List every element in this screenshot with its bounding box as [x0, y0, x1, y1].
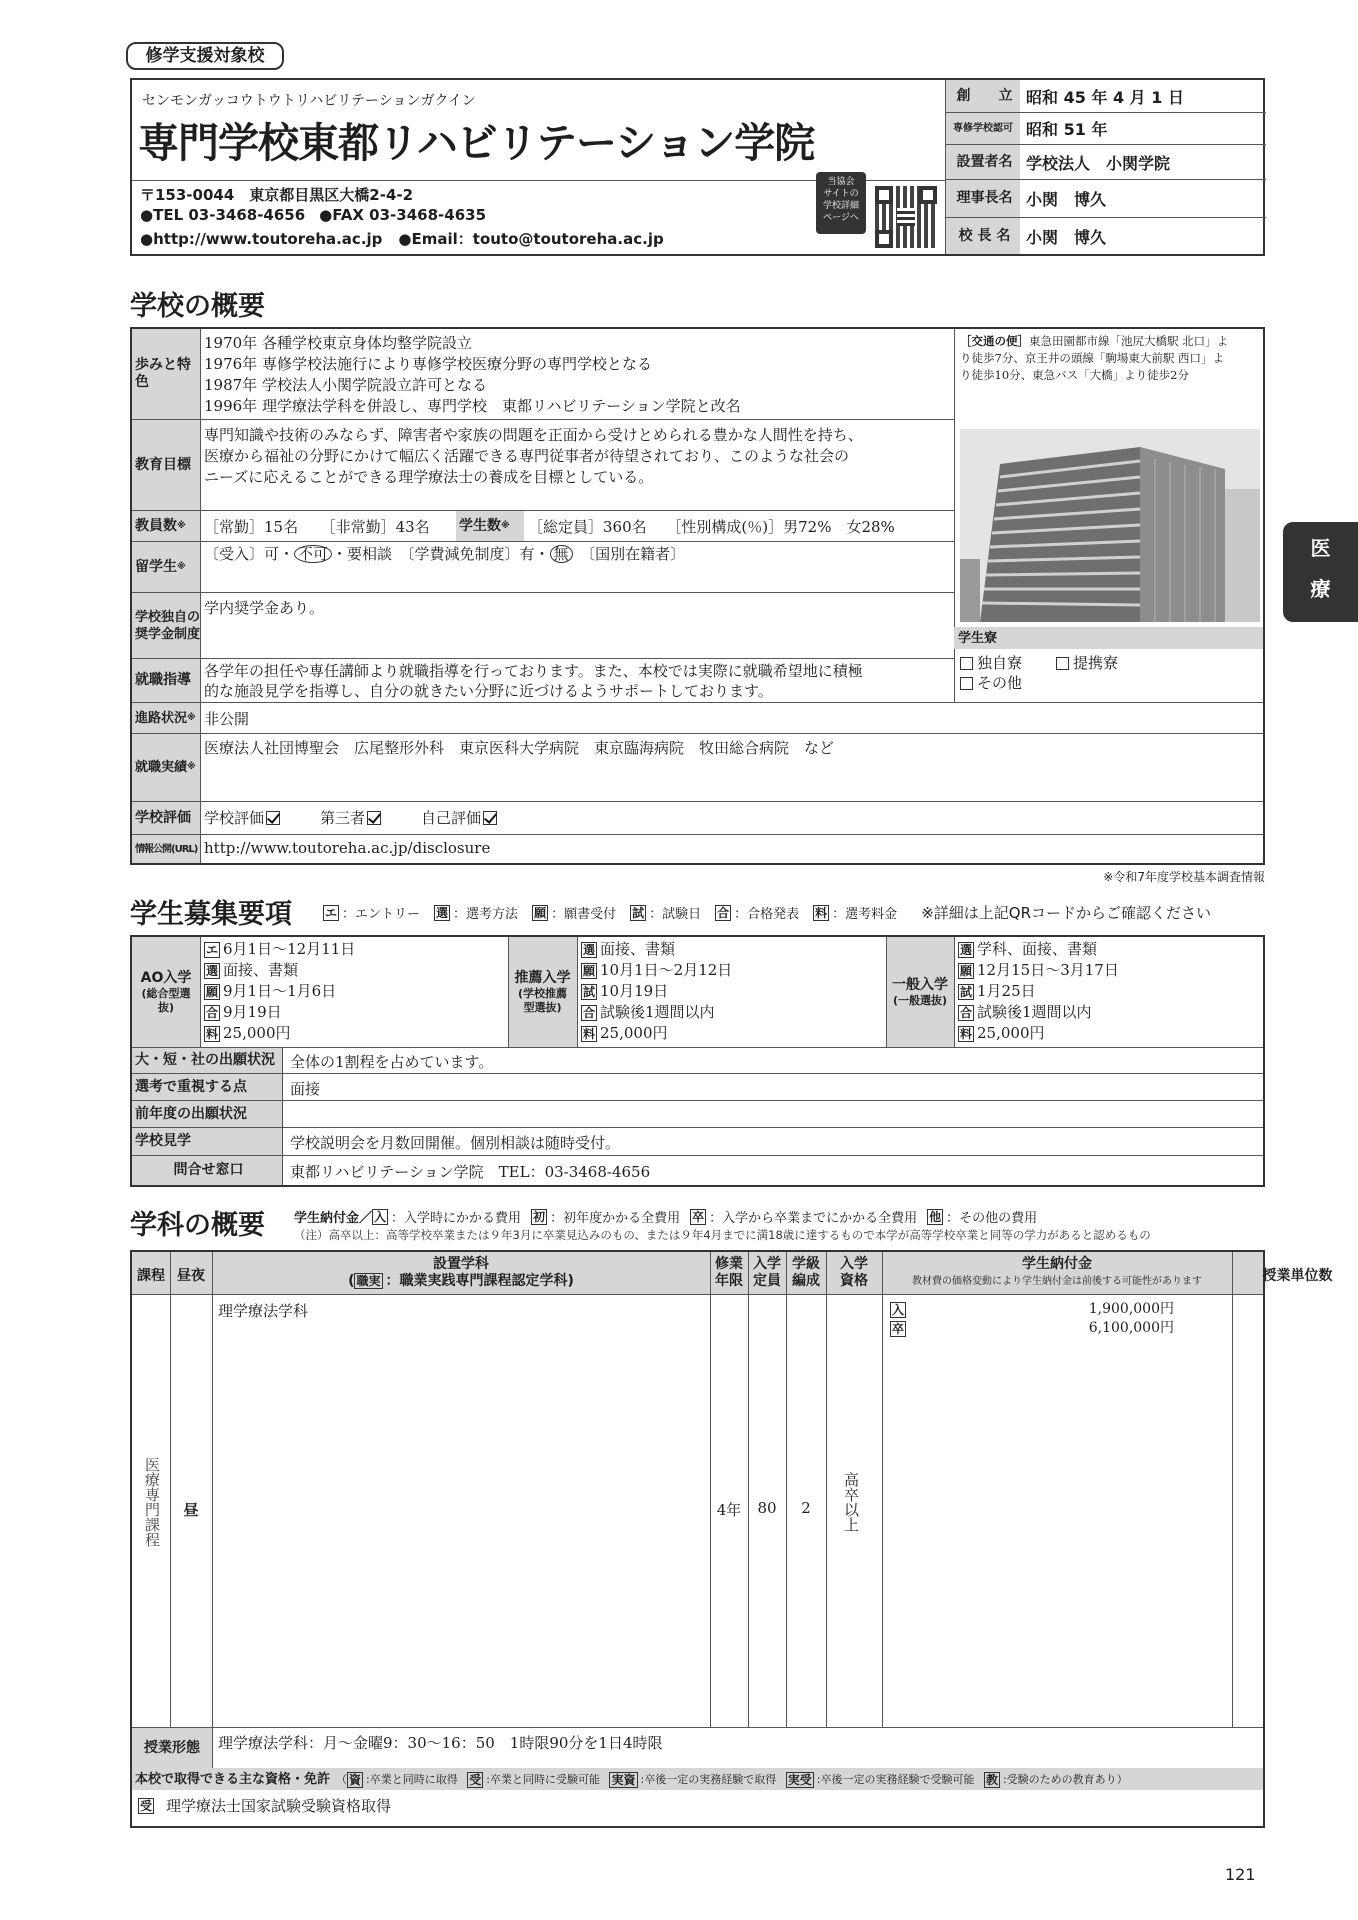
header-time: 昼夜	[177, 1268, 205, 1284]
license-table	[130, 1768, 1265, 1828]
history-text: 1970年 各種学校東京身体均整学院設立 1976年 専修学校法施行により専修学校医療分野の専門学校となる 1987年 学校法人小関学院設立許可となる 1996年 理学療法学科を併設し、専門学校 東都リハビリテーション学院と改名	[204, 334, 741, 415]
path-label: 進路状況 ※	[132, 703, 200, 733]
school-email-link[interactable]: ●Email：touto@toutoreha.ac.jp	[398, 230, 664, 248]
capacity-cell: 80	[757, 1499, 777, 1517]
school-kana: センモンガッコウトウトリハビリテーションガクイン	[142, 93, 476, 109]
info-value-founder: 学校法人 小関学院	[1026, 153, 1171, 173]
eval-third-party-check-icon	[367, 811, 381, 825]
survey-note: ※令和7年度学校基本調査情報	[1103, 870, 1265, 884]
apply-status-label: 大・短・社の出願状況	[132, 1048, 282, 1073]
overview-title: 学校の概要	[130, 291, 265, 322]
info-value-approved: 昭和 51 年	[1026, 120, 1108, 139]
qr-caption: 当協会 サイトの 学校詳細 ページへ	[816, 172, 866, 234]
access-text: ［交通の便］東急田園都市線「池尻大橋駅 北口」よ り徒歩7分、京王井の頭線「駒場東大前駅 西口」よ り徒歩10分、東急バス「大橋」より徒歩2分	[960, 334, 1229, 382]
support-badge: 修学支援対象校	[126, 42, 284, 70]
header-capacity: 入学定員	[753, 1256, 781, 1289]
eval-values: 学校評価 第三者 自己評価	[204, 807, 497, 828]
info-label-founder: 設置者名	[946, 145, 1020, 179]
recruit-table	[130, 935, 1265, 1187]
jobs-label: 就職実績 ※	[132, 734, 200, 801]
eval-label: 学校評価	[132, 802, 200, 834]
years-cell: 4年	[716, 1501, 742, 1519]
dept-title: 学科の概要	[130, 1210, 265, 1241]
intl-not-accepted-circled: 不可	[294, 545, 332, 563]
info-label-chair: 理事長名	[946, 180, 1020, 217]
course-cell: 医療専門課程	[143, 1457, 161, 1547]
recruit-legend: エ ：エントリー 選 ：選考方法 願 ：願書受付 試 ：試験日 合 ：合格発表 料 ：選考料金 ※詳細は上記QRコードからご確認ください	[325, 904, 1211, 922]
recruit-title: 学生募集要項	[130, 899, 292, 930]
edu-goal-label: 教育目標	[132, 420, 200, 510]
dorm-options: 独自寮 提携寮 その他	[960, 653, 1118, 693]
header-years: 修業年限	[715, 1256, 743, 1289]
rec-details: 選 面接、書類 願 10月1日～2月12日 試 10月19日 合 試験後1週間以内 料 25,000円	[583, 940, 733, 1042]
staff-label: 教員数 ※	[132, 511, 200, 541]
dorm-label: 学生寮	[954, 627, 1263, 649]
apply-status-value: 全体の1割程を占めています。	[290, 1053, 494, 1071]
staff-value: ［常勤］15名 ［非常勤］43名	[204, 518, 430, 536]
overview-table	[130, 327, 1265, 865]
info-value-founded: 昭和 45 年 4 月 1 日	[1026, 87, 1184, 107]
history-label: 歩みと特色	[132, 329, 200, 419]
school-url-link[interactable]: ●http://www.toutoreha.ac.jp	[140, 229, 383, 248]
fee-cell: 入 1,900,000円 卒 6,100,000円	[892, 1301, 1174, 1336]
school-visit-label: 学校見学	[132, 1128, 282, 1155]
selection-focus-value: 面接	[290, 1080, 321, 1098]
contact-label: 問合せ窓口	[132, 1156, 282, 1185]
license-item: 受 理学療法士国家試験受験資格取得	[140, 1797, 392, 1815]
subject-cell: 理学療法学科	[218, 1302, 309, 1320]
students-value: ［総定員］360名 ［性別構成(％)］男72% 女28%	[528, 518, 895, 536]
school-address: 〒153-0044 東京都目黒区大橋2-4-2	[140, 186, 414, 204]
dept-table	[130, 1250, 1333, 1770]
qualification-note: （注）高卒以上：高等学校卒業または９年3月に卒業見込みのもの、または９年4月までに満18歳に達するもので本学が高等学校卒業と同等の学力があると認めるもの	[294, 1228, 1151, 1242]
info-label-principal: 校 長 名	[946, 218, 1020, 254]
school-fax: ●FAX 03-3468-4635	[319, 206, 487, 224]
qualification-cell: 高卒以上	[842, 1472, 860, 1532]
medical-category-tab[interactable]: 医 療	[1283, 522, 1358, 622]
qr-code-icon[interactable]	[875, 186, 937, 248]
gen-label: 一般入学 (一般選抜)	[886, 937, 954, 1047]
page-number: 121	[1225, 1865, 1256, 1884]
scholarship-value: 学内奨学金あり。	[204, 599, 325, 617]
license-header: 本校で取得できる主な資格・免許 （ 資 :卒業と同時に取得 受 :卒業と同時に受験可能 実資 :卒後一定の実務経験で取得 実受 :卒後一定の実務経験で受験可能 教 :受験のための教育あり）	[132, 1768, 1263, 1790]
intl-label: 留学生 ※	[132, 542, 200, 592]
ao-details: エ 6月1日～12月11日 選 面接、書類 願 9月1日～1月6日 合 9月19日 料 25,000円	[206, 940, 356, 1042]
time-cell: 昼	[183, 1501, 199, 1519]
info-label-founded: 創 立	[946, 80, 1020, 112]
disclosure-link[interactable]: http://www.toutoreha.ac.jp/disclosure	[204, 839, 491, 857]
selection-focus-label: 選考で重視する点	[132, 1074, 282, 1100]
school-header	[130, 78, 1265, 256]
eval-school-check-icon	[266, 811, 280, 825]
header-subject: 設置学科 ( 職実 ：職業実践専門課程認定学科)	[348, 1256, 574, 1289]
scholarship-label: 学校独自の奨学金制度	[132, 593, 200, 658]
school-tel: ●TEL 03-3468-4656	[140, 206, 306, 224]
info-value-chair: 小関 博久	[1026, 190, 1107, 209]
dorm-own-checkbox	[960, 657, 973, 670]
ao-label: AO入学 (総合型選抜)	[132, 937, 200, 1047]
header-classes: 学級編成	[792, 1256, 820, 1289]
rec-label: 推薦入学 (学校推薦型選抜)	[508, 937, 577, 1047]
school-name: 専門学校東都リハビリテーション学院	[138, 119, 815, 167]
gen-details: 選 学科、面接、書類 願 12月15日～3月17日 試 1月25日 合 試験後1週間以内 料 25,000円	[960, 940, 1119, 1042]
tuition-reduction-none-circled: 無	[550, 545, 573, 563]
career-label: 就職指導	[132, 659, 200, 702]
class-form-label: 授業形態	[132, 1728, 212, 1768]
jobs-value: 医療法人社団博聖会 広尾整形外科 東京医科大学病院 東京臨海病院 牧田総合病院 など	[204, 739, 835, 757]
dorm-partner-checkbox	[1056, 657, 1069, 670]
header-units: 授業単位数	[1262, 1268, 1333, 1284]
path-value: 非公開	[204, 710, 250, 728]
intl-value: 〔受入〕可・ 不可 ・要相談 〔学費減免制度〕有・ 無 〔国別在籍者〕	[204, 545, 686, 563]
classes-cell: 2	[801, 1499, 811, 1517]
header-course: 課程	[137, 1268, 165, 1284]
dorm-other-checkbox	[960, 677, 973, 690]
school-visit-value: 学校説明会を月数回開催。個別相談は随時受付。	[290, 1134, 621, 1152]
career-text: 各学年の担任や専任講師より就職指導を行っております。また、本校では実際に就職希望地に積極 的な施設見学を指導し、自分の就きたい分野に近づけるようサポートしております。	[204, 662, 863, 700]
students-label: 学生数 ※	[456, 511, 524, 541]
disclosure-label: 情報公開(URL)	[132, 835, 200, 863]
info-value-principal: 小関 博久	[1026, 227, 1107, 247]
info-label-approved: 専修学校認可	[946, 113, 1020, 144]
prev-year-label: 前年度の出願状況	[132, 1101, 282, 1127]
contact-value: 東都リハビリテーション学院 TEL：03-3468-4656	[290, 1163, 651, 1181]
header-qualification: 入学資格	[840, 1256, 868, 1289]
header-fee: 学生納付金 教材費の価格変動により学生納付金は前後する可能性があります	[912, 1256, 1202, 1287]
edu-goal-text: 専門知識や技術のみならず、障害者や家族の問題を正面から受けとめられる豊かな人間性を持ち、 医療から福祉の分野にかけて幅広く活躍できる専門従事者が待望されており、このような社会の ニーズに応えることができる理学療法士の養成を目標としている。	[204, 426, 863, 486]
fee-legend: 学生納付金／ 入 ：入学時にかかる費用 初 ：初年度かかる全費用 卒 ：入学から卒業までにかかる全費用 他 ：その他の費用	[294, 1209, 1038, 1226]
class-form-value: 理学療法学科：月～金曜9：30～16：50 1時限90分を1日4時限	[218, 1734, 663, 1752]
eval-self-check-icon	[483, 811, 497, 825]
school-building-photo	[960, 429, 1260, 622]
